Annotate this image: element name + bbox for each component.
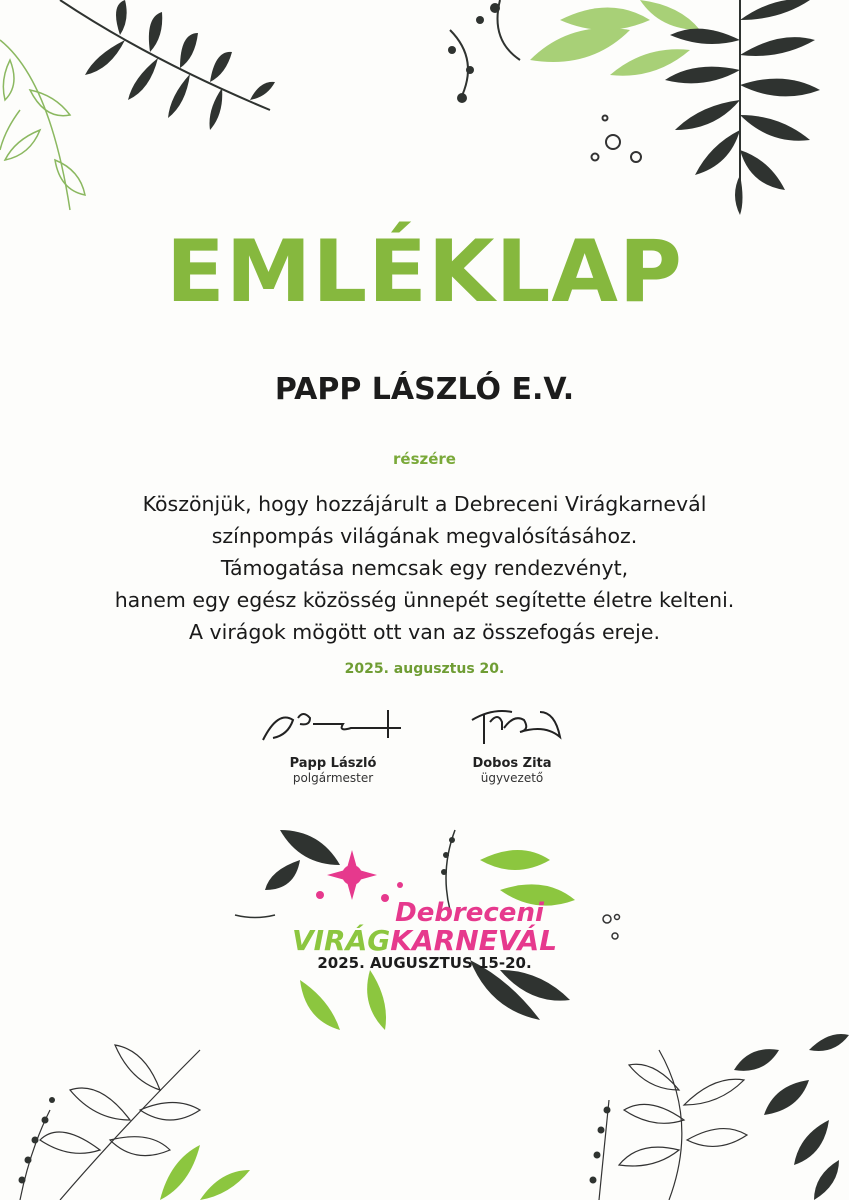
body-line: Köszönjük, hogy hozzájárult a Debreceni Virágkarnevál — [142, 492, 707, 516]
festival-logo — [0, 820, 849, 1060]
issue-date: 2025. augusztus 20. — [344, 661, 505, 677]
logo-word-pink: KARNEVÁL — [390, 924, 558, 957]
leaf-branch-icon — [0, 1030, 260, 1200]
certificate-body — [0, 488, 849, 648]
signature-icon — [432, 700, 592, 750]
signature-block — [412, 700, 612, 785]
body-line: színpompás világának megvalósításához. — [211, 524, 638, 548]
signatory-name: Dobos Zita — [472, 756, 552, 771]
leaf-branch-icon — [440, 0, 849, 220]
leaf-branch-icon — [0, 0, 280, 230]
body-line: Támogatása nemcsak egy rendezvényt, — [220, 556, 629, 580]
signature-block — [233, 700, 433, 785]
signature-icon — [253, 700, 413, 750]
signatory-name: Papp László — [289, 756, 377, 771]
body-line: hanem egy egész közösség ünnepét segítette életre kelteni. — [114, 588, 735, 612]
logo-line-2 — [0, 924, 849, 957]
logo-line-1: Debreceni — [395, 898, 544, 928]
signatory-role: polgármester — [292, 771, 374, 785]
leaf-branch-icon — [579, 1030, 849, 1200]
page-title: EMLÉKLAP — [166, 222, 683, 322]
recipient-name: PAPP LÁSZLÓ E.V. — [274, 372, 575, 407]
logo-dates: 2025. AUGUSZTUS 15-20. — [317, 954, 532, 972]
body-line: A virágok mögött ott van az összefogás ereje. — [189, 620, 660, 644]
bubbles-icon — [592, 116, 642, 163]
logo-word-green: VIRÁG — [291, 924, 391, 957]
signatory-role: ügyvezető — [480, 771, 544, 785]
recipient-label: részére — [393, 450, 456, 468]
